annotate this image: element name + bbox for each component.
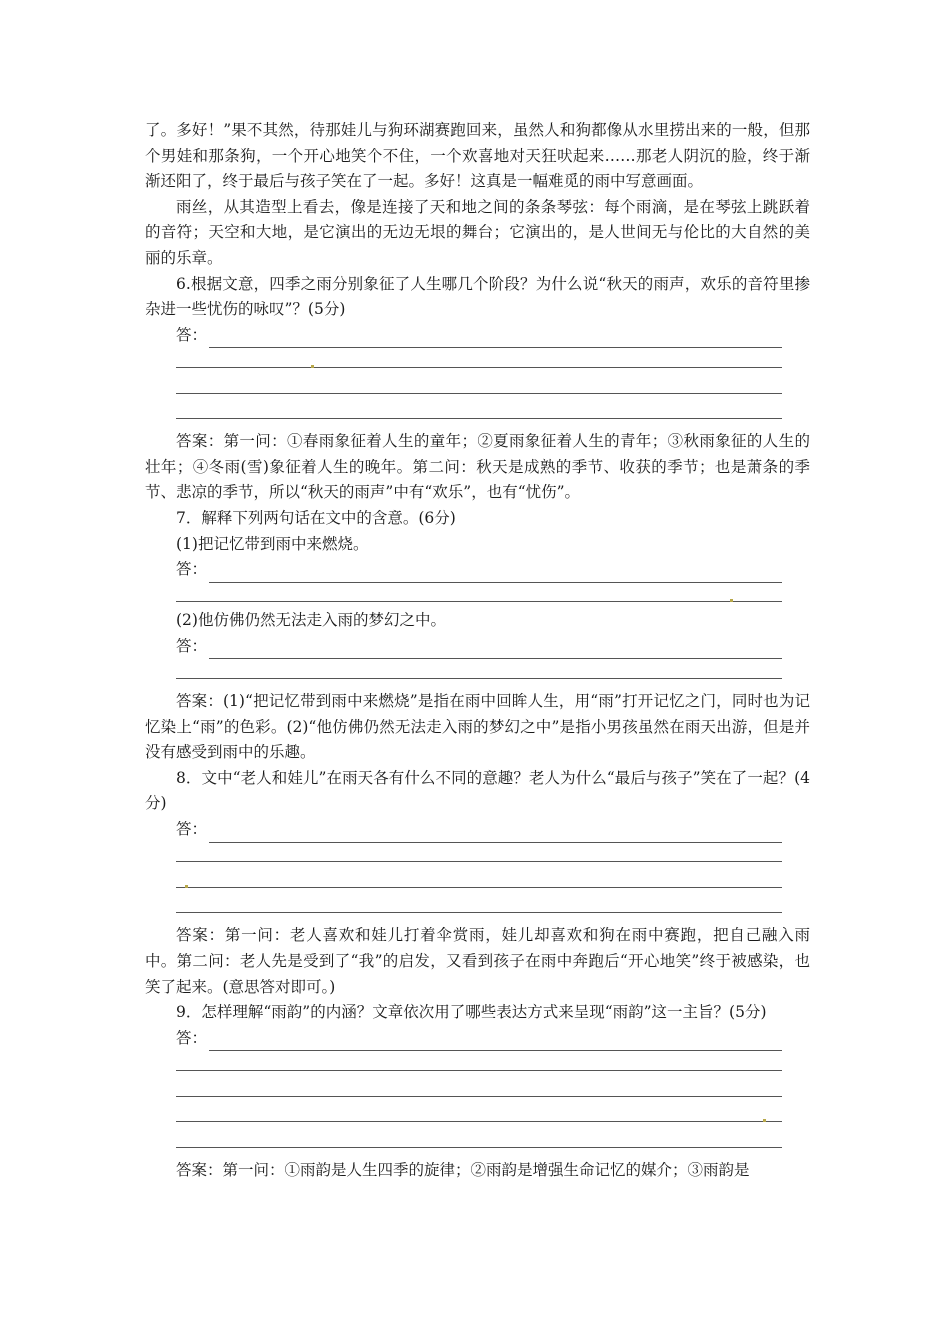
answer-8: 答案：第一问：老人喜欢和娃儿打着伞赏雨，娃儿却喜欢和狗在雨中赛跑，把自己融入雨中。第二问：老人先是受到了“我”的启发，又看到孩子在雨中奔跑后“开心地笑”终于被感染，也笑了起来。(意思答对即可。) xyxy=(145,926,810,996)
writing-line xyxy=(209,1032,782,1051)
answer-label: 答： xyxy=(176,1028,208,1047)
question-6: 6.根据文意，四季之雨分别象征了人生哪几个阶段？为什么说“秋天的雨声，欢乐的音符里掺杂进一些忧伤的咏叹”？(5分) xyxy=(145,274,810,319)
answer-line-q9-3[interactable] xyxy=(145,1077,810,1103)
answer-line-q8-2[interactable] xyxy=(145,843,810,869)
answer-label: 答： xyxy=(176,560,208,579)
answer-line-q6-1[interactable] xyxy=(145,323,810,349)
writing-line xyxy=(176,601,782,602)
question-8: 8．文中“老人和娃儿”在雨天各有什么不同的意趣？老人为什么“最后与孩子”笑在了一起？(4分) xyxy=(145,768,810,813)
answer-6: 答案：第一问：①春雨象征着人生的童年；②夏雨象征着人生的青年；③秋雨象征的人生的壮年；④冬雨(雪)象征着人生的晚年。第二问：秋天是成熟的季节、收获的季节；也是萧条的季节、悲凉的季节，所以“秋天的雨声”中有“欢乐”，也有“忧伤”。 xyxy=(145,432,810,502)
answer-line-q7-1b[interactable] xyxy=(145,583,810,609)
writing-line xyxy=(209,564,782,583)
writing-line xyxy=(209,824,782,843)
answer-7: 答案：(1)“把记忆带到雨中来燃烧”是指在雨中回眸人生，用“雨”打开记忆之门，同时也为记忆染上“雨”的色彩。(2)“他仿佛仍然无法走入雨的梦幻之中”是指小男孩虽然在雨天出游，但是并没有感受到雨中的乐趣。 xyxy=(145,692,810,762)
question-7: 7．解释下列两句话在文中的含意。(6分) xyxy=(176,508,456,527)
answer-line-q8-3[interactable] xyxy=(145,868,810,894)
writing-line xyxy=(176,418,782,419)
answer-line-q9-4[interactable] xyxy=(145,1103,810,1129)
writing-line xyxy=(176,1070,782,1071)
writing-line xyxy=(176,367,782,368)
answer-9: 答案：第一问：①雨韵是人生四季的旋律；②雨韵是增强生命记忆的媒介；③雨韵是 xyxy=(176,1160,750,1179)
passage-paragraph-1: 了。多好！”果不其然，待那娃儿与狗环湖赛跑回来，虽然人和狗都像从水里捞出来的一般，但那个男娃和那条狗，一个开心地笑个不住，一个欢喜地对天狂吠起来……那老人阴沉的脸，终于渐渐还阳了，终于最后与孩子笑在了一起。多好！这真是一幅难觅的雨中写意画面。 xyxy=(145,121,810,191)
ink-speck xyxy=(311,365,314,368)
document-page xyxy=(145,118,810,1183)
writing-line xyxy=(176,1096,782,1097)
answer-line-q9-1[interactable] xyxy=(145,1026,810,1052)
question-7-sub-1: (1)把记忆带到雨中来燃烧。 xyxy=(176,534,369,553)
writing-line xyxy=(209,640,782,659)
answer-line-q8-1[interactable] xyxy=(145,817,810,843)
answer-line-q9-5[interactable] xyxy=(145,1128,810,1154)
ink-speck xyxy=(763,1119,766,1122)
answer-line-q7-2b[interactable] xyxy=(145,659,810,685)
answer-line-q7-2a[interactable] xyxy=(145,634,810,660)
writing-line xyxy=(176,861,782,862)
writing-line xyxy=(176,1121,782,1122)
answer-line-q8-4[interactable] xyxy=(145,894,810,920)
question-9: 9．怎样理解“雨韵”的内涵？文章依次用了哪些表达方式来呈现“雨韵”这一主旨？(5分) xyxy=(176,1003,767,1022)
answer-line-q9-2[interactable] xyxy=(145,1051,810,1077)
answer-line-q6-3[interactable] xyxy=(145,374,810,400)
answer-line-q7-1a[interactable] xyxy=(145,557,810,583)
ink-speck xyxy=(185,885,188,888)
passage-paragraph-2: 雨丝，从其造型上看去，像是连接了天和地之间的条条琴弦：每个雨滴，是在琴弦上跳跃着的音符；天空和大地，是它演出的无边无垠的舞台；它演出的，是人世间无与伦比的大自然的美丽的乐章。 xyxy=(145,197,810,267)
question-7-sub-2: (2)他仿佛仍然无法走入雨的梦幻之中。 xyxy=(176,611,446,630)
writing-line xyxy=(209,329,782,348)
answer-label: 答： xyxy=(176,820,208,839)
writing-line xyxy=(176,1147,782,1148)
writing-line xyxy=(176,912,782,913)
answer-line-q6-4[interactable] xyxy=(145,400,810,426)
ink-speck xyxy=(730,599,733,602)
answer-label: 答： xyxy=(176,636,208,655)
answer-line-q6-2[interactable] xyxy=(145,348,810,374)
answer-label: 答： xyxy=(176,325,208,344)
writing-line xyxy=(176,678,782,679)
writing-line xyxy=(176,887,782,888)
writing-line xyxy=(176,393,782,394)
